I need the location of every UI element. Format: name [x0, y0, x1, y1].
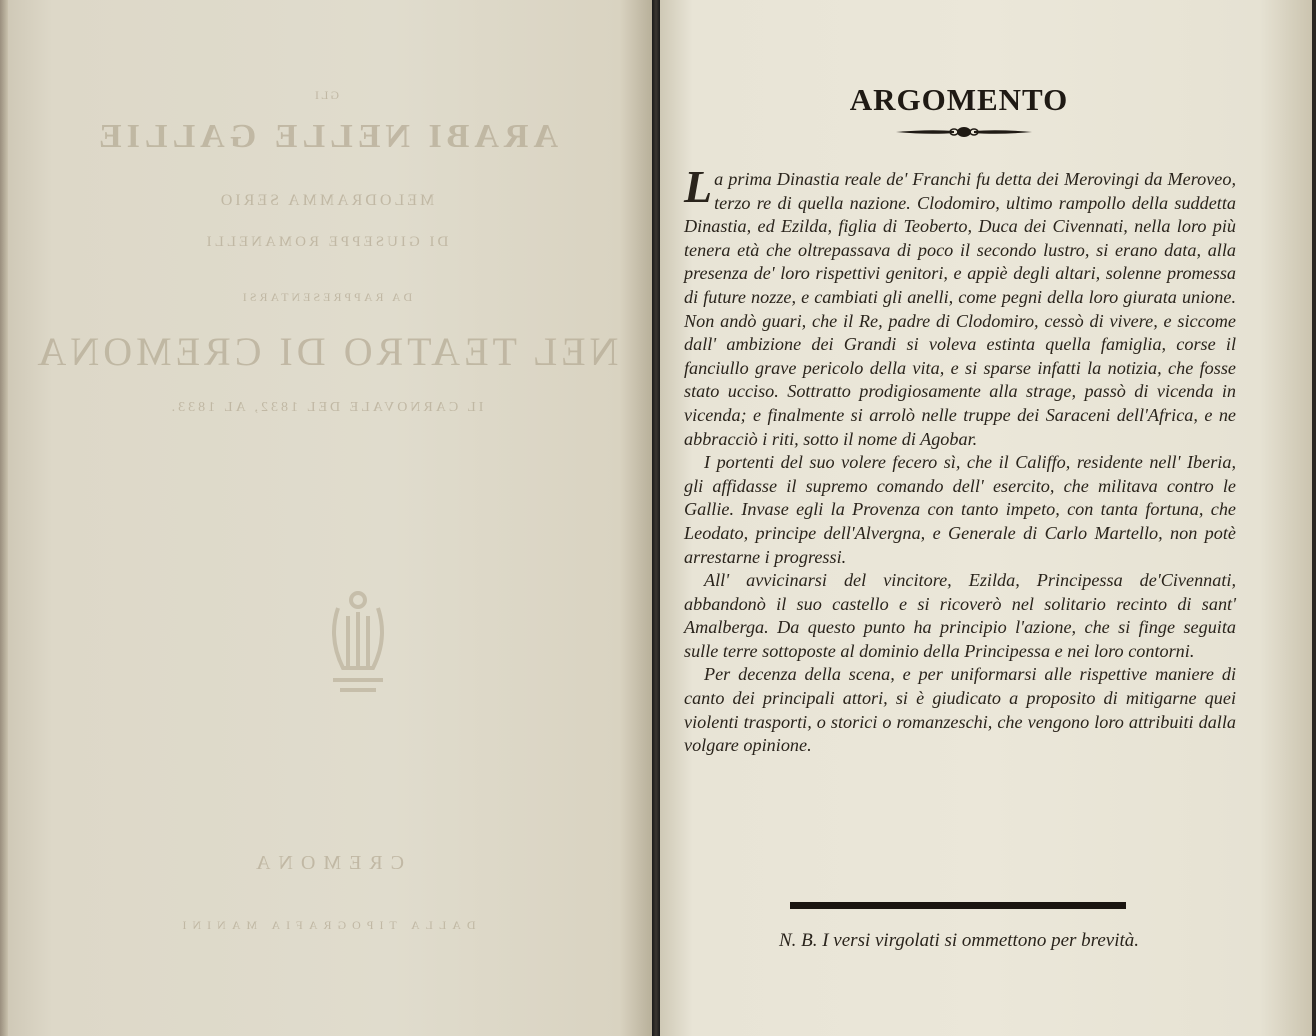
left-page	[0, 0, 652, 1036]
paragraph: All' avvicinarsi del vincitore, Ezilda, Principessa de'Civennati, abbandonò il suo castello e si ricoverò nel solitario recinto di sant' Amalberga. Da questo punto ha principio l'azione, che si finge seguita sulle terre sottoposte al dominio della Principessa e nei loro contorni.	[684, 570, 1236, 661]
page-edge	[1312, 0, 1316, 1036]
bleed-through-text	[0, 0, 652, 1036]
ornament-divider-icon	[896, 124, 1032, 140]
ghost-line: ARABI NELLE GALLIE	[93, 118, 559, 155]
right-page	[660, 0, 1312, 1036]
ghost-line: DA RAPPRESENTARSI	[239, 290, 413, 304]
ghost-line: NEL TEATRO DI CREMONA	[33, 329, 619, 374]
ghost-line: DI GIUSEPPE ROMANELLI	[203, 234, 449, 250]
spine-gutter	[652, 0, 660, 1036]
ghost-line: CREMONA	[248, 852, 405, 874]
ghost-line: IL CARNOVALE DEL 1832, AL 1833.	[168, 400, 484, 415]
paragraph: La prima Dinastia reale de' Franchi fu detta dei Merovingi da Meroveo, terzo re di quella nazione. Clodomiro, ultimo rampollo della suddetta Dinastia, ed Ezilda, figlia di Teoberto, Duca dei Civennati, nella loro più tenera età che oltrepassava di poco il secondo lustro, si erano data, alla presenza de' loro rispettivi genitori, e appiè degli altari, solenne promessa di future nozze, e cambiati gli anelli, come pegni della loro giurata unione. Non andò guari, che il Re, padre di Clodomiro, cessò di vivere, e siccome dall' ambizione dei Grandi si voleva estinta quella famiglia, corse il fanciullo grave pericolo della vita, e si sparse infatti la notizia, che fosse stato ucciso. Sottratto prodigiosamente alla strage, passò di vicenda in vicenda; e finalmente si arrolò nelle truppe dei Saraceni dell'Africa, e ne abbracciò i riti, sotto il nome di Agobar.	[684, 161, 1236, 449]
footnote: N. B. I versi virgolati si ommettono per brevità.	[778, 930, 1140, 951]
paragraph: I portenti del suo volere fecero sì, che il Califfo, residente nell' Iberia, gli affidasse il supremo comando dell' esercito, che militava contro le Gallie. Invase egli la Provenza con tanto impeto, con tanta fortuna, che Leodato, principe dell'Alvergna, e Generale di Carlo Martello, non potè arrestarne i progressi.	[684, 452, 1236, 567]
ghost-line: DALLA TIPOGRAFIA MANINI	[176, 918, 476, 932]
lyre-vignette-icon	[318, 588, 398, 698]
thick-rule	[790, 902, 1126, 909]
ghost-line: GLI	[313, 88, 339, 102]
paragraph: Per decenza della scena, e per uniformarsi alle rispettive maniere di canto dei principali attori, si è giudicato a proposito di mitigarne quei violenti trasporti, o storici o romanzeschi, che vengono loro attribuiti dalla volgare opinione.	[684, 664, 1236, 756]
argument-body	[684, 161, 1236, 758]
ghost-line: MELODRAMMA SERIO	[217, 192, 435, 209]
page-title: ARGOMENTO	[849, 82, 1069, 117]
